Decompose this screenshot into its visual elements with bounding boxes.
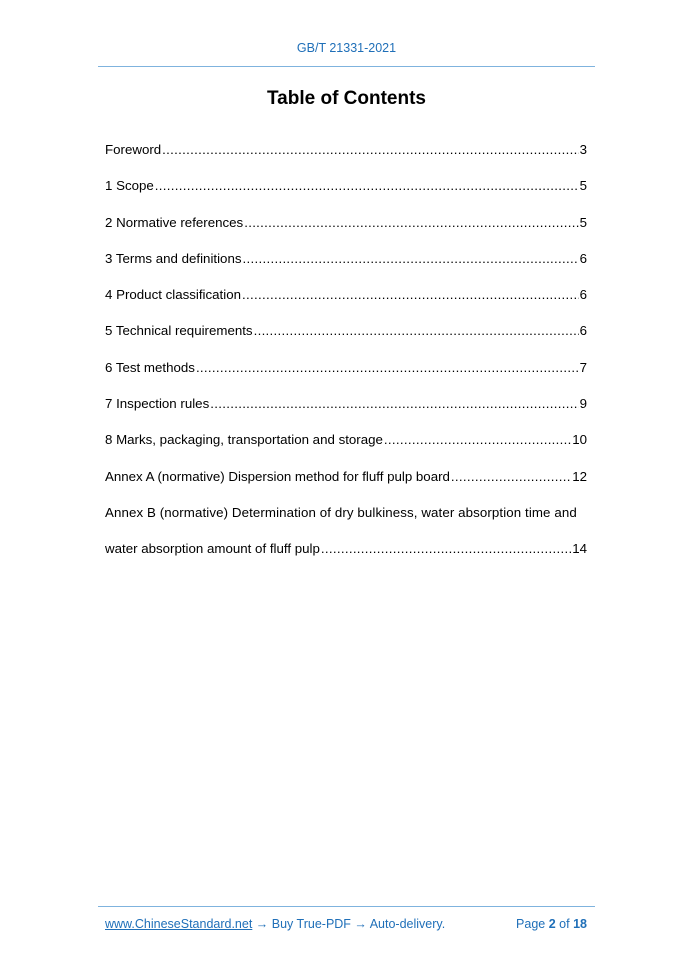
toc-page-number: 5 xyxy=(579,214,587,230)
page-word: Page xyxy=(516,917,546,931)
document-code: GB/T 21331-2021 xyxy=(296,41,397,55)
page-indicator xyxy=(516,917,587,931)
toc-entry-product-classification[interactable] xyxy=(105,287,587,323)
toc-label: Annex A (normative) Dispersion method for fluff pulp board xyxy=(105,468,450,484)
toc-entry-normative-references[interactable] xyxy=(105,215,587,251)
dot-leader xyxy=(155,178,579,193)
toc-label: 1 Scope xyxy=(105,178,154,194)
toc-page-number: 10 xyxy=(572,432,587,448)
footer-promo xyxy=(105,917,445,931)
toc-label: water absorption amount of fluff pulp xyxy=(105,541,320,557)
toc-label: 5 Technical requirements xyxy=(105,323,253,339)
toc-entry-inspection-rules[interactable] xyxy=(105,396,587,432)
toc-page-number: 14 xyxy=(572,541,587,557)
toc-page-number: 3 xyxy=(579,142,587,157)
total-pages-number: 18 xyxy=(573,917,587,931)
footer-divider xyxy=(98,906,595,907)
dot-leader xyxy=(243,251,579,266)
toc-entry-annex-b-line1[interactable] xyxy=(105,505,587,541)
dot-leader xyxy=(242,287,579,302)
table-of-contents xyxy=(105,142,587,578)
toc-label: 3 Terms and definitions xyxy=(105,250,242,266)
toc-entry-foreword[interactable] xyxy=(105,142,587,178)
header-divider xyxy=(98,66,595,67)
website-link[interactable]: www.ChineseStandard.net xyxy=(105,917,253,931)
toc-page-number: 6 xyxy=(579,250,587,266)
toc-label: 4 Product classification xyxy=(105,287,241,303)
of-word: of xyxy=(559,917,570,931)
dot-leader xyxy=(196,360,579,375)
toc-page-number: 5 xyxy=(579,178,587,194)
dot-leader xyxy=(244,215,578,230)
dot-leader xyxy=(254,323,579,338)
toc-label: Foreword xyxy=(105,142,162,157)
current-page-number: 2 xyxy=(548,917,556,931)
toc-entry-test-methods[interactable] xyxy=(105,360,587,396)
dot-leader xyxy=(384,432,571,447)
page-title: Table of Contents xyxy=(266,88,427,109)
dot-leader xyxy=(210,396,578,411)
toc-page-number: 9 xyxy=(579,396,587,412)
toc-entry-terms-definitions[interactable] xyxy=(105,251,587,287)
toc-page-number: 6 xyxy=(579,323,587,339)
toc-label: 7 Inspection rules xyxy=(105,396,210,412)
toc-label: 8 Marks, packaging, transportation and storage xyxy=(105,432,383,448)
toc-entry-marks-packaging[interactable] xyxy=(105,432,587,468)
footer-tagline: → Buy True-PDF → Auto-delivery. xyxy=(252,917,446,931)
toc-page-number: 12 xyxy=(572,468,587,484)
dot-leader xyxy=(321,541,571,556)
footer xyxy=(105,917,587,931)
toc-entry-technical-requirements[interactable] xyxy=(105,323,587,359)
toc-page-number: 7 xyxy=(579,359,587,375)
toc-entry-scope[interactable] xyxy=(105,178,587,214)
toc-page-number: 6 xyxy=(579,287,587,303)
dot-leader xyxy=(162,142,578,157)
dot-leader xyxy=(451,469,571,484)
toc-label: 6 Test methods xyxy=(105,359,195,375)
toc-label: Annex B (normative) Determination of dry bulkiness, water absorption time and xyxy=(105,504,577,520)
toc-entry-annex-a[interactable] xyxy=(105,469,587,505)
toc-entry-annex-b-line2[interactable] xyxy=(105,541,587,577)
toc-label: 2 Normative references xyxy=(105,214,244,230)
